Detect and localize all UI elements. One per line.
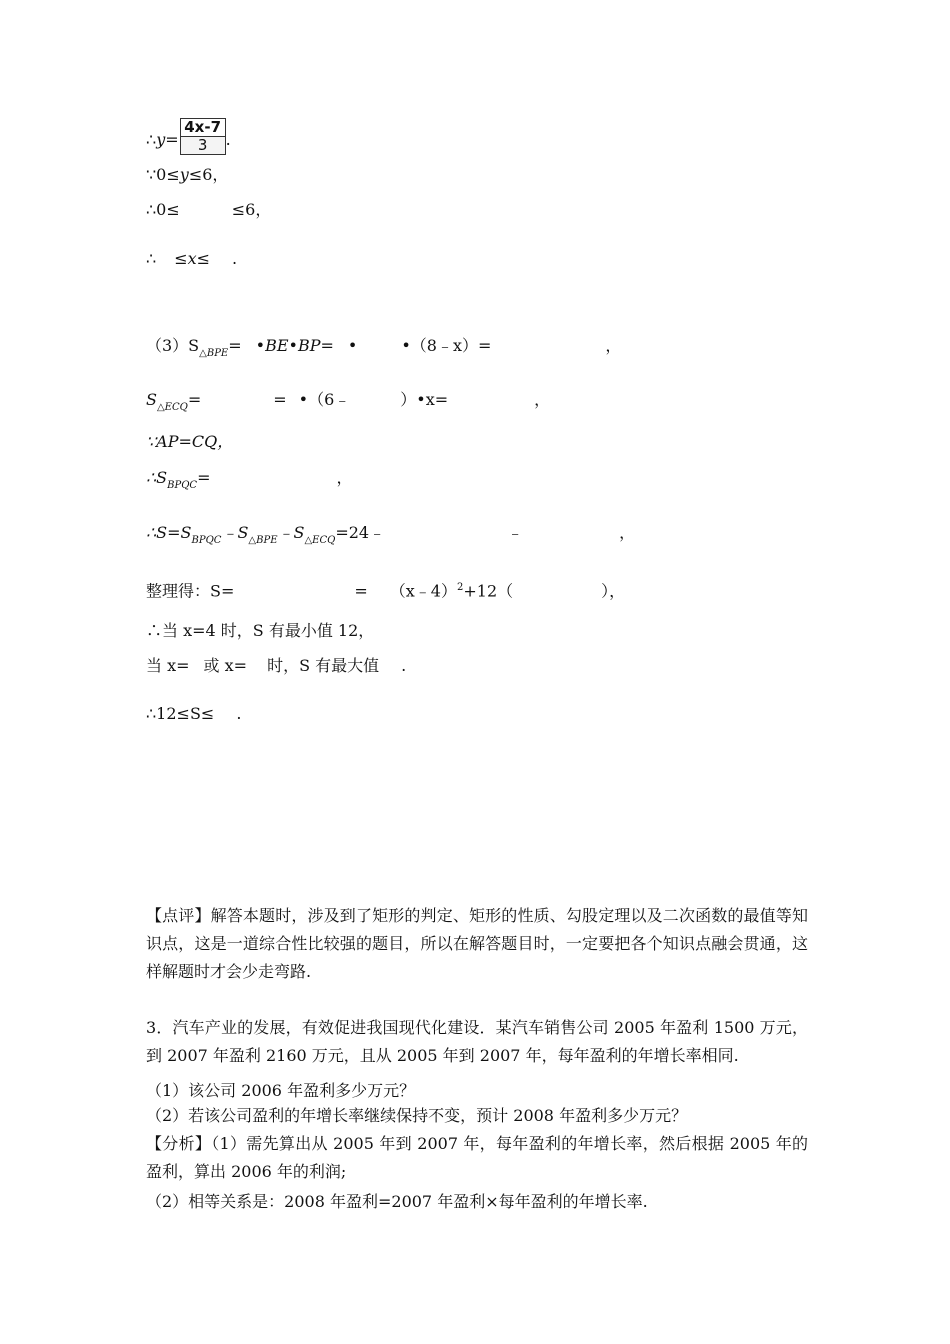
fraction-denominator: 3 bbox=[181, 137, 225, 154]
solution-line-min-value bbox=[146, 620, 374, 642]
text-segment: = bbox=[354, 581, 368, 601]
question-3-analysis: 【分析】（1）需先算出从 2005 年到 2007 年，每年盈利的年增长率，然后根据 2005 年的盈利，算出 2006 年的利润; bbox=[146, 1134, 808, 1181]
text-segment: ﹣S bbox=[221, 523, 249, 542]
text-segment: S bbox=[146, 390, 157, 409]
text-segment: =24﹣ bbox=[335, 523, 386, 542]
text-segment: = bbox=[197, 468, 211, 487]
fraction-numerator: 4x-7 bbox=[181, 119, 225, 137]
text-segment: ）， bbox=[601, 581, 626, 601]
text-segment: ≤ bbox=[174, 249, 188, 268]
text-segment: +12（ bbox=[463, 581, 514, 601]
solution-line-s-expression bbox=[146, 522, 635, 552]
var-x: x bbox=[187, 249, 197, 268]
text-segment: ≤6， bbox=[231, 200, 272, 219]
text-segment: 时，S 有最大值 bbox=[267, 656, 380, 675]
question-3-analysis-2: （2）相等关系是：2008 年盈利=2007 年盈利×每年盈利的年增长率. bbox=[146, 1192, 648, 1211]
solution-line-area-ecq bbox=[146, 389, 550, 419]
solution-line-inequality bbox=[146, 199, 271, 221]
text-segment: •（8﹣x）= bbox=[401, 336, 492, 355]
text-segment: （x﹣4） bbox=[389, 581, 457, 601]
solution-line-x-range bbox=[146, 248, 237, 270]
question-3-part-2: （2）若该公司盈利的年增长率继续保持不变，预计 2008 年盈利多少万元？ bbox=[146, 1106, 688, 1125]
solution-line-max-value bbox=[146, 655, 406, 677]
subscript: △ECQ bbox=[156, 402, 188, 413]
solution-line-y-formula bbox=[146, 118, 231, 159]
text-segment: ∴ bbox=[146, 249, 157, 268]
text-segment: ∴S bbox=[146, 468, 168, 487]
text-segment: ≤ bbox=[196, 249, 211, 268]
text-segment: ， bbox=[619, 523, 636, 542]
text-segment: ∴当 x=4 时，S 有最小值 12， bbox=[146, 621, 375, 640]
therefore-symbol: ∴ bbox=[146, 130, 157, 149]
superscript: 2 bbox=[457, 582, 464, 593]
text-segment: ﹣S bbox=[277, 523, 305, 542]
subscript: △ECQ bbox=[304, 535, 336, 546]
text-segment: ， bbox=[336, 468, 353, 487]
comment-paragraph: 【点评】解答本题时，涉及到了矩形的判定、矩形的性质、勾股定理以及二次函数的最值等知识点，这是一道综合性比较强的题目，所以在解答题目时，一定要把各个知识点融会贯通，这样解题时才会少走弯路. bbox=[146, 906, 808, 981]
equals-sign: = bbox=[165, 130, 179, 149]
subscript: △BPE bbox=[248, 535, 278, 546]
text-segment: •（6﹣ bbox=[298, 390, 351, 409]
text-segment: 或 x= bbox=[203, 656, 248, 675]
text-segment: ﹣ bbox=[507, 523, 524, 542]
subscript: △BPE bbox=[199, 348, 229, 359]
text-segment: . bbox=[232, 249, 238, 268]
text-segment: •BE•BP= bbox=[255, 336, 334, 355]
text-segment: 当 x= bbox=[146, 656, 190, 675]
var-y: y bbox=[156, 130, 166, 149]
text-segment: . bbox=[401, 656, 407, 675]
solution-line-area-bpqc bbox=[146, 467, 353, 497]
text-segment: ， bbox=[605, 336, 622, 355]
subscript: BPQC bbox=[191, 535, 222, 546]
text-segment: . bbox=[236, 704, 242, 723]
fraction-image bbox=[180, 118, 226, 155]
text-segment: ∵0≤ bbox=[146, 165, 180, 184]
text-segment: ∴S=S bbox=[146, 523, 192, 542]
text-segment: （3）S bbox=[146, 336, 200, 355]
solution-line-simplified bbox=[146, 577, 625, 602]
text-segment: • bbox=[347, 336, 358, 355]
text-segment: ≤6， bbox=[188, 165, 229, 184]
subscript: BPQC bbox=[167, 480, 198, 491]
period: . bbox=[225, 130, 231, 149]
text-segment: ）•x= bbox=[400, 390, 449, 409]
var-y: y bbox=[179, 165, 189, 184]
text-segment: = bbox=[187, 390, 202, 409]
text-segment: = bbox=[228, 336, 242, 355]
text-segment: ∴0≤ bbox=[146, 200, 180, 219]
solution-line-area-bpe bbox=[146, 335, 621, 365]
text-segment: 整理得：S= bbox=[146, 581, 235, 601]
text-segment: = bbox=[273, 390, 287, 409]
solution-line-s-range bbox=[146, 703, 241, 725]
question-3-stem: 3．汽车产业的发展，有效促进我国现代化建设．某汽车销售公司 2005 年盈利 1500 万元，到 2007 年盈利 2160 万元，且从 2005 年到 2007 年，每年盈利的年增长率相同. bbox=[146, 1018, 808, 1065]
solution-line-ap-cq bbox=[146, 431, 233, 453]
text-segment: ∵AP=CQ， bbox=[146, 432, 234, 451]
question-3-part-1: （1）该公司 2006 年盈利多少万元？ bbox=[146, 1081, 416, 1100]
solution-line-y-range bbox=[146, 164, 228, 186]
text-segment: ∴12≤S≤ bbox=[146, 704, 215, 723]
text-segment: ， bbox=[534, 390, 551, 409]
